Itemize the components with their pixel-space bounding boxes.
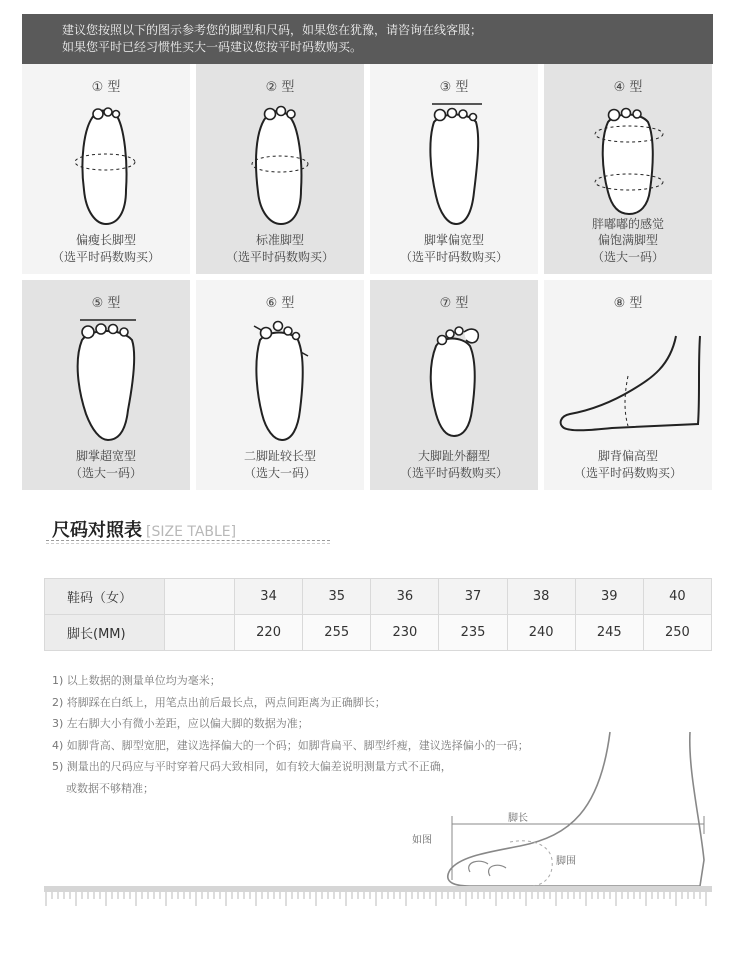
foot-type-6 xyxy=(196,280,364,490)
note-item: 或数据不够精准； xyxy=(52,781,154,795)
length-cell: 245 xyxy=(575,615,643,651)
foot-type-number: ⑧ 型 xyxy=(613,296,643,311)
size-cell: 39 xyxy=(575,579,643,615)
foot-sole-icon xyxy=(584,100,674,230)
foot-sole-icon xyxy=(236,100,326,230)
foot-type-4 xyxy=(544,64,712,274)
title-divider-2 xyxy=(46,543,330,544)
blank-cell xyxy=(165,615,235,651)
foot-type-5 xyxy=(22,280,190,490)
length-cell: 255 xyxy=(303,615,371,651)
foot-type-number: ① 型 xyxy=(91,80,121,95)
foot-type-7 xyxy=(370,280,538,490)
length-cell: 235 xyxy=(439,615,507,651)
size-cell: 37 xyxy=(439,579,507,615)
length-cell: 240 xyxy=(507,615,575,651)
table-row xyxy=(45,615,712,651)
foot-type-caption: 偏瘦长脚型 xyxy=(75,233,136,247)
foot-sole-icon xyxy=(62,316,152,446)
foot-sole-icon xyxy=(410,100,500,230)
notice-banner xyxy=(22,14,713,64)
title-divider xyxy=(46,540,330,541)
foot-type-advice: （选平时码数购买） xyxy=(573,466,682,480)
label-length: 脚长 xyxy=(508,813,528,824)
foot-sole-icon xyxy=(236,316,326,446)
foot-type-number: ⑤ 型 xyxy=(91,296,121,311)
foot-type-3 xyxy=(370,64,538,274)
foot-type-advice: （选大一码） xyxy=(591,250,664,264)
foot-sole-icon xyxy=(410,316,500,446)
size-table-title-en: [SIZE TABLE] xyxy=(146,524,237,540)
blank-cell xyxy=(165,579,235,615)
foot-type-number: ⑦ 型 xyxy=(439,296,469,311)
label-girth: 脚围 xyxy=(556,856,576,867)
foot-sole-icon xyxy=(62,100,152,230)
notice-line-2: 如果您平时已经习惯性买大一码建议您按平时码数购买。 xyxy=(62,40,363,54)
note-item: 5) 测量出的尺码应与平时穿着尺码大致相同，如有较大偏差说明测量方式不正确， xyxy=(52,760,452,773)
foot-type-1 xyxy=(22,64,190,274)
row-label-size: 鞋码（女） xyxy=(45,579,165,615)
foot-type-number: ④ 型 xyxy=(613,80,643,95)
notice-line-1: 建议您按照以下的图示参考您的脚型和尺码，如果您在犹豫，请咨询在线客服； xyxy=(62,23,483,37)
foot-type-caption: 二脚趾较长型 xyxy=(243,449,316,463)
size-table-title xyxy=(52,516,236,542)
foot-type-caption: 脚背偏高型 xyxy=(597,449,658,463)
foot-type-number: ② 型 xyxy=(265,80,295,95)
length-cell: 230 xyxy=(371,615,439,651)
label-as-shown: 如图 xyxy=(412,835,432,846)
foot-type-caption: 脚掌超宽型 xyxy=(75,449,136,463)
size-cell: 36 xyxy=(371,579,439,615)
foot-type-caption: 偏饱满脚型 xyxy=(597,233,658,247)
length-cell: 220 xyxy=(235,615,303,651)
foot-type-grid xyxy=(22,64,713,491)
foot-type-number: ⑥ 型 xyxy=(265,296,295,311)
size-cell: 35 xyxy=(303,579,371,615)
size-table-title-cn: 尺码对照表 xyxy=(52,520,142,541)
length-cell: 250 xyxy=(643,615,711,651)
foot-type-note: 胖嘟嘟的感觉 xyxy=(591,217,664,231)
foot-type-advice: （选平时码数购买） xyxy=(399,466,508,480)
table-row xyxy=(45,579,712,615)
foot-type-caption: 标准脚型 xyxy=(255,233,304,247)
foot-type-advice: （选平时码数购买） xyxy=(225,250,334,264)
note-item: 3) 左右脚大小有微小差距，应以偏大脚的数据为准； xyxy=(52,717,309,730)
size-cell: 40 xyxy=(643,579,711,615)
note-item: 2) 将脚踩在白纸上，用笔点出前后最长点，两点间距离为正确脚长； xyxy=(52,695,386,709)
foot-type-advice: （选平时码数购买） xyxy=(399,250,508,264)
size-cell: 34 xyxy=(235,579,303,615)
note-item: 1) 以上数据的测量单位均为毫米； xyxy=(52,674,221,687)
row-label-length: 脚长(MM) xyxy=(45,615,165,651)
foot-type-8 xyxy=(544,280,712,490)
foot-type-advice: （选大一码） xyxy=(243,466,316,480)
foot-type-number: ③ 型 xyxy=(439,80,469,95)
size-table xyxy=(44,578,712,651)
ruler xyxy=(44,886,712,908)
foot-measure-illustration xyxy=(400,730,720,890)
foot-type-advice: （选大一码） xyxy=(69,466,142,480)
note-item: 4) 如脚背高、脚型宽肥，建议选择偏大的一个码；如脚背扁平、脚型纤瘦，建议选择偏小的一码； xyxy=(52,738,529,752)
foot-type-advice: （选平时码数购买） xyxy=(51,250,160,264)
foot-type-caption: 大脚趾外翻型 xyxy=(417,449,490,463)
size-cell: 38 xyxy=(507,579,575,615)
foot-type-2 xyxy=(196,64,364,274)
foot-side-icon xyxy=(552,316,712,446)
foot-type-caption: 脚掌偏宽型 xyxy=(423,233,484,247)
